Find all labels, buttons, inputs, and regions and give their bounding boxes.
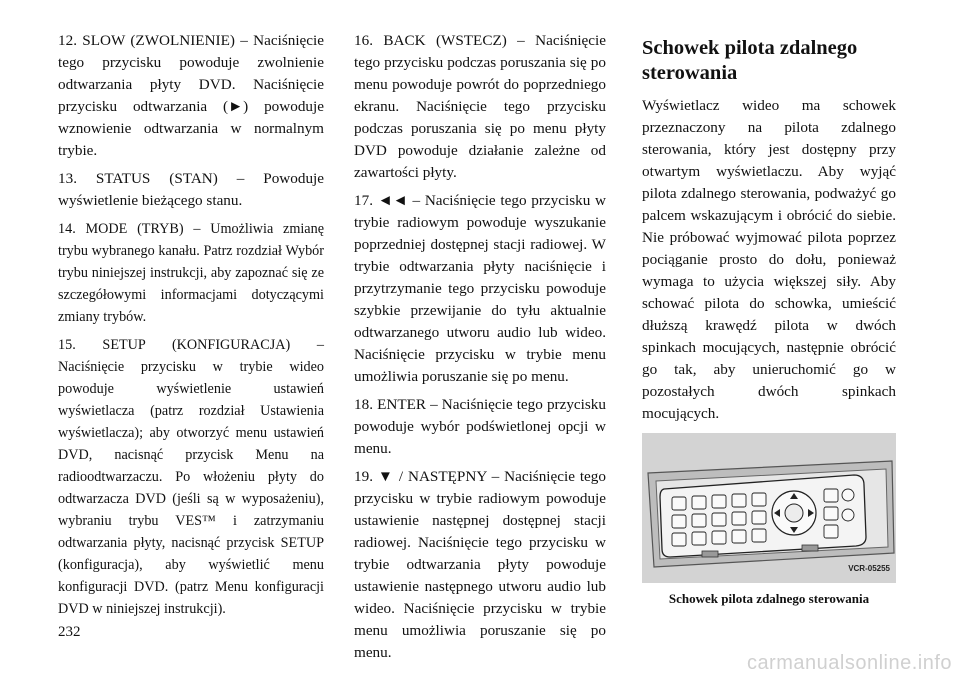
column-right [642,36,896,607]
column-left [58,30,324,626]
remote-storage-figure [642,433,896,583]
item-13-status: 13. STATUS (STAN) – Powoduje wyświetlenie bieżącego stanu. [58,170,324,209]
item-17-rewind: 17. ◄◄ – Naciśnięcie tego przycisku w trybie radiowym powoduje wyszukanie poprzedniej dostępnej stacji radiowej. W trybie odtwarzania płyty naciśnięcie i przytrzymanie tego przycisku powoduje szybkie przewijanie do tyłu aktualnie odtwarzanego utworu audio lub wideo. Naciśnięcie przycisku w trybie menu umożliwia poruszanie się po menu. [354,192,606,385]
item-16-back: 16. BACK (WSTECZ) – Naciśnięcie tego przycisku podczas poruszania się po menu powoduje powrót do poprzedniego ekranu. Naciśnięcie tego przycisku podczas poruszania się po menu płyty DVD powoduje działanie zależne od zawartości płyty. [354,32,606,181]
column-middle [354,30,606,670]
item-14-mode: 14. MODE (TRYB) – Umożliwia zmianę trybu wybranego kanału. Patrz rozdział Wybór trybu niniejszej instrukcji, aby zapoznać się ze szczegółowymi informacjami dotyczącymi zmiany trybów. [58,221,324,325]
watermark: carmanualsonline.info [746,652,952,674]
figure-caption: Schowek pilota zdalnego sterowania [668,591,870,606]
item-18-enter: 18. ENTER – Naciśnięcie tego przycisku powoduje wybór podświetlonej opcji w menu. [354,396,606,457]
figure-code: VCR-05255 [848,564,890,573]
item-19-next: 19. ▼ / NASTĘPNY – Naciśnięcie tego przycisku w trybie radiowym powoduje ustawienie następnej dostępnej stacji radiowej. Naciśnięcie tego przycisku w trybie odtwarzania płyty powoduje ustawienie następnego utworu audio lub wideo. Naciśnięcie przycisku w trybie menu umożliwia poruszanie się po menu. [354,468,606,661]
page-number: 232 [58,624,81,640]
section-body: Wyświetlacz wideo ma schowek przeznaczony na pilota zdalnego sterowania, który jest dostępny przy otwartym wyświetlaczu. Aby wyjąć pilota zdalnego sterowania, podważyć go palcem wskazującym i obrócić do siebie. Nie próbować wyjmować pilota poprzez pociąganie prosto do dołu, ponieważ wymaga to użycia większej siły. Aby schować pilota do schowka, umieścić dłuższą krawędź pilota w dwóch spinkach mocujących, następnie obrócić go tak, aby unieruchomić go w pozostałych dwóch spinkach mocujących. [642,97,896,422]
item-12-slow: 12. SLOW (ZWOLNIENIE) – Naciśnięcie tego przycisku powoduje zwolnienie odtwarzania płyty DVD. Naciśnięcie przycisku odtwarzania (►) powoduje wznowienie odtwarzania w normalnym trybie. [58,32,324,159]
item-15-setup: 15. SETUP (KONFIGURACJA) – Naciśnięcie przycisku w trybie wideo powoduje wyświetlenie ustawień wyświetlacza (patrz rozdział Ustawienia wyświetlacza); aby otworzyć menu ustawień DVD, nacisnąć przycisk Menu na radioodtwarzaczu. Po włożeniu płyty do odtwarzacza DVD (jeśli są w wyposażeniu), wybraniu trybu VES™ i zatrzymaniu odtwarzania płyty, nacisnąć przycisk SETUP (konfiguracja), aby wyświetlić menu konfiguracji DVD. (patrz Menu konfiguracji DVD w niniejszej instrukcji). [58,337,324,617]
section-heading: Schowek pilota zdalnego sterowania [642,37,858,84]
